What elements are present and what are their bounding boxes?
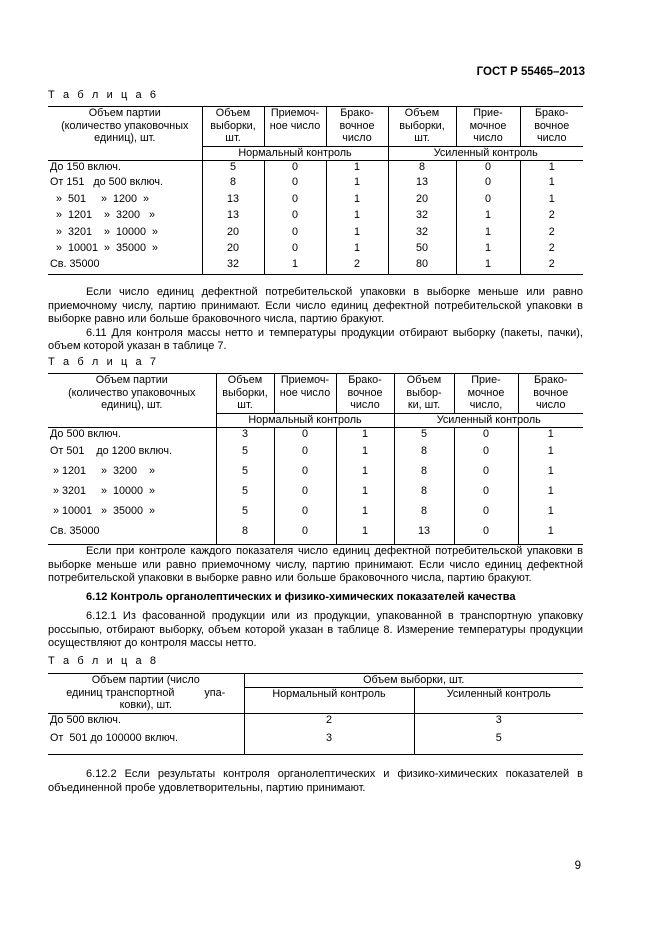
t6-cell: От 151 до 500 включ. bbox=[48, 176, 202, 192]
table-row bbox=[48, 465, 583, 485]
t6-cell: 0 bbox=[456, 176, 520, 192]
table-row bbox=[48, 226, 583, 242]
t7-cell: 1 bbox=[547, 427, 554, 440]
table-row bbox=[48, 160, 583, 176]
t7-cell: 5 bbox=[394, 427, 454, 445]
t7-cell: 0 bbox=[454, 505, 518, 525]
t7-cell: 0 bbox=[274, 427, 336, 445]
table-row bbox=[48, 209, 583, 225]
t7-cell: 0 bbox=[274, 505, 336, 525]
page-number: 9 bbox=[574, 860, 581, 872]
t6-cell: 1 bbox=[264, 258, 326, 274]
t7-cell: 0 bbox=[454, 465, 518, 485]
table6-caption: Т а б л и ц а 6 bbox=[48, 89, 159, 101]
t7-cell: 1 bbox=[547, 484, 554, 497]
t7-cell: 1 bbox=[547, 464, 554, 477]
t6-cell: 0 bbox=[264, 176, 326, 192]
t6-cell: 13 bbox=[388, 176, 456, 192]
t6-cell: 0 bbox=[264, 242, 326, 258]
t7-tightened-control: Усиленный контроль bbox=[394, 414, 583, 428]
t7-cell: » 3201 » 10000 » bbox=[48, 485, 216, 505]
t8-h-lot: Объем партии (число единиц транспортной упа- ковки), шт. bbox=[48, 674, 244, 714]
t7-cell: » 10001 » 35000 » bbox=[48, 505, 216, 525]
table-row bbox=[48, 445, 583, 465]
table-row bbox=[48, 193, 583, 209]
t7-cell: До 500 включ. bbox=[48, 427, 216, 445]
t6-cell: 0 bbox=[264, 193, 326, 209]
t6-cell: 1 bbox=[548, 176, 555, 189]
paragraph-6-12-1 bbox=[48, 610, 583, 651]
t6-cell: 0 bbox=[264, 226, 326, 242]
t6-cell: 20 bbox=[202, 242, 264, 258]
t7-cell: 0 bbox=[274, 465, 336, 485]
t6-cell: 32 bbox=[388, 226, 456, 242]
t7-cell: 5 bbox=[216, 465, 274, 485]
t7-cell: 0 bbox=[454, 427, 518, 445]
t6-cell: 1 bbox=[456, 258, 520, 274]
t7-cell: 13 bbox=[394, 525, 454, 545]
t6-cell: 1 bbox=[326, 209, 388, 225]
t8-cell: 5 bbox=[414, 732, 583, 754]
table7-caption: Т а б л и ц а 7 bbox=[48, 356, 159, 368]
paragraph-6-12-2 bbox=[48, 768, 583, 795]
t6-normal-control: Нормальный контроль bbox=[202, 147, 388, 161]
t8-normal-control: Нормальный контроль bbox=[244, 687, 414, 713]
t6-cell: 1 bbox=[456, 242, 520, 258]
t6-cell: 80 bbox=[388, 258, 456, 274]
t7-cell: 5 bbox=[216, 445, 274, 465]
t6-cell: 1 bbox=[326, 176, 388, 192]
paragraph-6-11: 6.11 Для контроля массы нетто и температуры продукции отбирают выборку (пакеты, пачки), объем которой указан в таблице 7. bbox=[48, 326, 583, 353]
t7-cell: 1 bbox=[336, 505, 394, 525]
t7-cell: 1 bbox=[336, 485, 394, 505]
t7-cell: 8 bbox=[394, 465, 454, 485]
t6-cell: 0 bbox=[456, 160, 520, 176]
t7-cell: 5 bbox=[216, 505, 274, 525]
table-row bbox=[48, 525, 583, 545]
t6-cell: 8 bbox=[388, 160, 456, 176]
paragraph-text: Если число единиц дефектной потребительской упаковки в выборке меньше или равно приемочному числу, партию принимают. Если число единиц дефектной потребительской упаковки в выборке равно или больше браковочного числа, партию бракуют. bbox=[48, 286, 583, 326]
t7-h-sample-n: Объем выборки, шт. bbox=[216, 374, 274, 414]
t8-cell: До 500 включ. bbox=[48, 713, 244, 732]
table7-header-row bbox=[48, 374, 583, 414]
t6-h-reject-t: Брако- вочное число bbox=[520, 107, 583, 147]
t6-cell: 1 bbox=[326, 242, 388, 258]
paragraph-after-table6 bbox=[48, 286, 583, 354]
t7-cell: 0 bbox=[274, 485, 336, 505]
t6-cell: 1 bbox=[548, 160, 555, 173]
table-row bbox=[48, 505, 583, 525]
t6-cell: 2 bbox=[548, 209, 555, 222]
t6-cell: 1 bbox=[456, 209, 520, 225]
t7-cell: 8 bbox=[216, 525, 274, 545]
t7-cell: » 1201 » 3200 » bbox=[48, 465, 216, 485]
t6-cell: 0 bbox=[456, 193, 520, 209]
t6-cell: 32 bbox=[202, 258, 264, 274]
t7-cell: 1 bbox=[547, 504, 554, 517]
t6-cell: 2 bbox=[548, 241, 555, 254]
t7-h-sample-t: Объем выбор- ки, шт. bbox=[394, 374, 454, 414]
t7-h-accept-t: Прие- мочное число, bbox=[454, 374, 518, 414]
t6-cell: 0 bbox=[264, 160, 326, 176]
table7 bbox=[48, 373, 583, 545]
t7-cell: 1 bbox=[336, 427, 394, 445]
t8-cell: От 501 до 100000 включ. bbox=[48, 732, 244, 754]
table-row bbox=[48, 427, 583, 445]
t7-cell: 8 bbox=[394, 445, 454, 465]
t6-cell: 32 bbox=[388, 209, 456, 225]
t6-cell: 1 bbox=[456, 226, 520, 242]
t6-h-sample-t: Объем выборки, шт. bbox=[388, 107, 456, 147]
t6-cell: 20 bbox=[202, 226, 264, 242]
table8-header-row-1 bbox=[48, 674, 583, 688]
t7-cell: 3 bbox=[216, 427, 274, 445]
t6-cell: 13 bbox=[202, 193, 264, 209]
t6-h-accept-n: Приемоч- ное число bbox=[264, 107, 326, 147]
t6-cell: До 150 включ. bbox=[48, 160, 202, 176]
t7-cell: 0 bbox=[274, 525, 336, 545]
t8-h-sample: Объем выборки, шт. bbox=[244, 674, 583, 688]
table6-header-row bbox=[48, 107, 583, 147]
t7-cell: 8 bbox=[394, 505, 454, 525]
paragraph-after-table7 bbox=[48, 545, 583, 586]
table-row bbox=[48, 176, 583, 192]
t7-h-reject-t: Брако- вочное число bbox=[518, 374, 583, 414]
t6-cell: 50 bbox=[388, 242, 456, 258]
paragraph-text: 6.12.2 Если результаты контроля органолептических и физико-химических показателей в объединенной пробе удовлетворительны, партию принимают. bbox=[48, 768, 583, 794]
paragraph-text: Если при контроле каждого показателя число единиц дефектной потребительской упаковки в выборке меньше или равно приемочному числу, партию принимают. Если число единиц дефектной потребительской упаковки в выборке равно или больше браковочного числа, партию бракуют. bbox=[48, 545, 583, 585]
t6-h-sample-n: Объем выборки, шт. bbox=[202, 107, 264, 147]
t8-cell: 3 bbox=[495, 713, 502, 726]
t7-h-reject-n: Брако- вочное число bbox=[336, 374, 394, 414]
t7-cell: 0 bbox=[454, 485, 518, 505]
t6-cell: 1 bbox=[548, 192, 555, 205]
t8-cell: 3 bbox=[244, 732, 414, 754]
t6-cell: 1 bbox=[326, 226, 388, 242]
t6-cell: 2 bbox=[548, 225, 555, 238]
t6-cell: 0 bbox=[264, 209, 326, 225]
t7-cell: 1 bbox=[336, 525, 394, 545]
t7-cell: 5 bbox=[216, 485, 274, 505]
t6-cell: 20 bbox=[388, 193, 456, 209]
table8-caption: Т а б л и ц а 8 bbox=[48, 655, 159, 667]
t6-cell: 13 bbox=[202, 209, 264, 225]
table6 bbox=[48, 106, 583, 275]
t7-cell: От 501 до 1200 включ. bbox=[48, 445, 216, 465]
t6-tightened-control: Усиленный контроль bbox=[388, 147, 583, 161]
paragraph-text: 6.12.1 Из фасованной продукции или из продукции, упакованной в транспортную упаковку россыпью, отбирают выборку, объем которой указан в таблице 8. Измерение температуры продукции осуществляют до контроля массы нетто. bbox=[48, 610, 583, 650]
table8 bbox=[48, 673, 583, 755]
t6-cell: 8 bbox=[202, 176, 264, 192]
t7-cell: 1 bbox=[547, 444, 554, 457]
table-row bbox=[48, 713, 583, 732]
section-6-12-title: 6.12 Контроль органолептических и физико-химических показателей качества bbox=[86, 591, 516, 603]
t6-cell: » 3201 » 10000 » bbox=[48, 226, 202, 242]
t6-cell: 5 bbox=[202, 160, 264, 176]
t7-h-lot: Объем партии (количество упаковочных единиц), шт. bbox=[48, 374, 216, 428]
t8-cell: 2 bbox=[244, 713, 414, 732]
t6-cell: 1 bbox=[326, 160, 388, 176]
t6-cell: 2 bbox=[326, 258, 388, 274]
t7-cell: 8 bbox=[394, 485, 454, 505]
t7-cell: 0 bbox=[454, 525, 518, 545]
t6-cell: » 10001 » 35000 » bbox=[48, 242, 202, 258]
t7-cell: 0 bbox=[274, 445, 336, 465]
t6-cell: » 1201 » 3200 » bbox=[48, 209, 202, 225]
t6-cell: 1 bbox=[326, 193, 388, 209]
t6-h-lot: Объем партии (количество упаковочных единиц), шт. bbox=[48, 107, 202, 161]
t6-cell: Св. 35000 bbox=[48, 258, 202, 274]
t7-normal-control: Нормальный контроль bbox=[216, 414, 394, 428]
table-row bbox=[48, 258, 583, 274]
t6-cell: » 501 » 1200 » bbox=[48, 193, 202, 209]
t7-cell: 1 bbox=[518, 525, 583, 545]
t6-h-accept-t: Прие- мочное число bbox=[456, 107, 520, 147]
t7-cell: Св. 35000 bbox=[48, 525, 216, 545]
table-row bbox=[48, 242, 583, 258]
t6-h-reject-n: Брако- вочное число bbox=[326, 107, 388, 147]
t7-h-accept-n: Приемоч- ное число bbox=[274, 374, 336, 414]
t7-cell: 1 bbox=[336, 445, 394, 465]
document-code: ГОСТ Р 55465–2013 bbox=[476, 66, 585, 78]
t8-tightened-control: Усиленный контроль bbox=[414, 687, 583, 713]
table-row bbox=[48, 485, 583, 505]
table-row bbox=[48, 732, 583, 754]
t7-cell: 0 bbox=[454, 445, 518, 465]
t6-cell: 2 bbox=[520, 258, 583, 274]
t7-cell: 1 bbox=[336, 465, 394, 485]
